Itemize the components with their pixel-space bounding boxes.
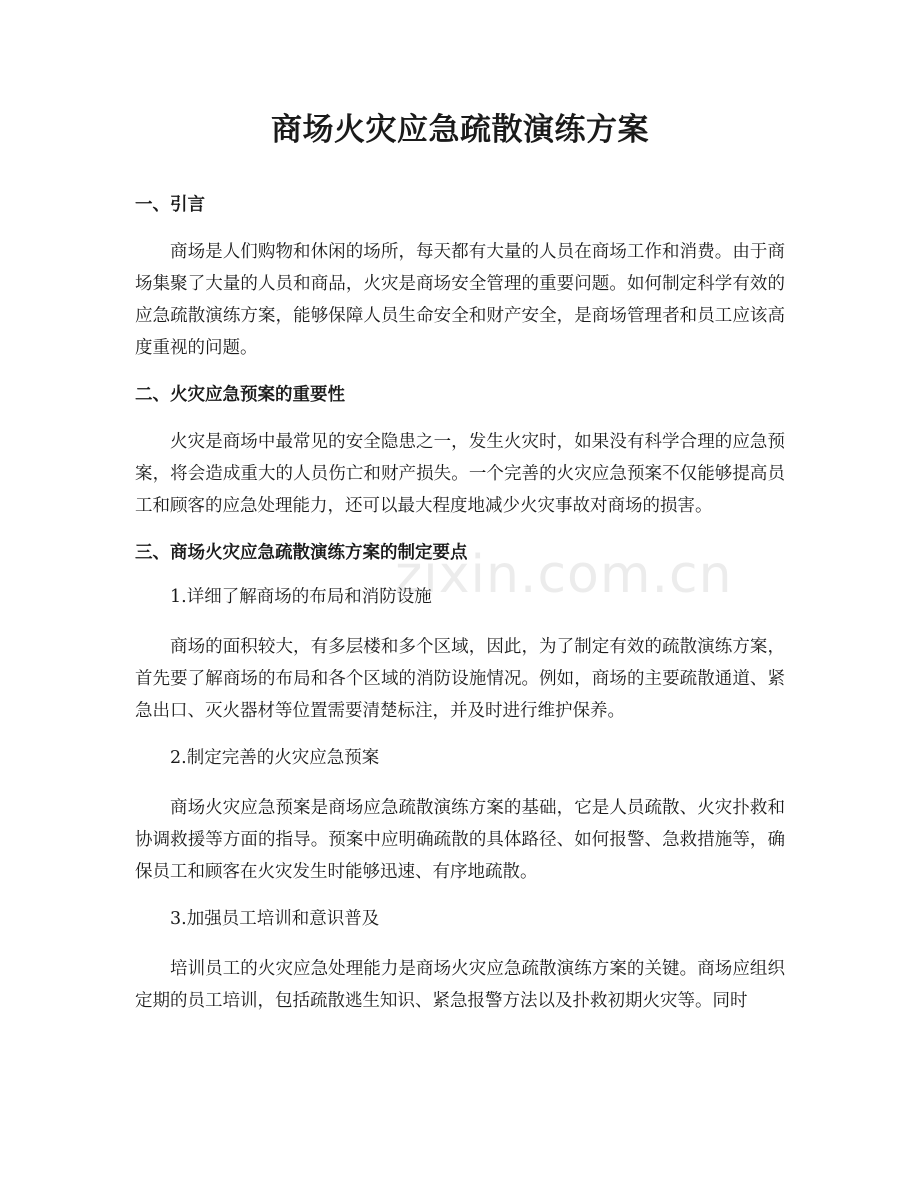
section-heading-importance: 二、火灾应急预案的重要性 <box>135 385 345 405</box>
subsection-paragraph-training: 培训员工的火灾应急处理能力是商场火灾应急疏散演练方案的关键。商场应组织定期的员工培训，包括疏散逃生知识、紧急报警方法以及扑救初期火灾等。同时 <box>135 959 785 1011</box>
subsection-heading-layout: 1.详细了解商场的布局和消防设施 <box>170 587 432 607</box>
subsection-heading-training: 3.加强员工培训和意识普及 <box>170 909 380 929</box>
subsection-paragraph-plan: 商场火灾应急预案是商场应急疏散演练方案的基础，它是人员疏散、火灾扑救和协调救援等方面的指导。预案中应明确疏散的具体路径、如何报警、急救措施等，确保员工和顾客在火灾发生时能够迅速、有序地疏散。 <box>135 798 785 882</box>
section-heading-introduction: 一、引言 <box>135 195 205 215</box>
introduction-paragraph: 商场是人们购物和休闲的场所，每天都有大量的人员在商场工作和消费。由于商场集聚了大量的人员和商品，火灾是商场安全管理的重要问题。如何制定科学有效的应急疏散演练方案，能够保障人员生命安全和财产安全，是商场管理者和员工应该高度重视的问题。 <box>135 242 785 358</box>
document-title: 商场火灾应急疏散演练方案 <box>271 112 649 148</box>
importance-paragraph: 火灾是商场中最常见的安全隐患之一，发生火灾时，如果没有科学合理的应急预案，将会造成重大的人员伤亡和财产损失。一个完善的火灾应急预案不仅能够提高员工和顾客的应急处理能力，还可以最大程度地减少火灾事故对商场的损害。 <box>135 432 785 516</box>
subsection-heading-plan: 2.制定完善的火灾应急预案 <box>170 748 380 768</box>
section-heading-key-points: 三、商场火灾应急疏散演练方案的制定要点 <box>135 543 468 563</box>
subsection-paragraph-layout: 商场的面积较大，有多层楼和多个区域，因此，为了制定有效的疏散演练方案，首先要了解商场的布局和各个区域的消防设施情况。例如，商场的主要疏散通道、紧急出口、灭火器材等位置需要清楚标注，并及时进行维护保养。 <box>135 637 785 721</box>
watermark: zixin.com.cn <box>395 545 733 605</box>
